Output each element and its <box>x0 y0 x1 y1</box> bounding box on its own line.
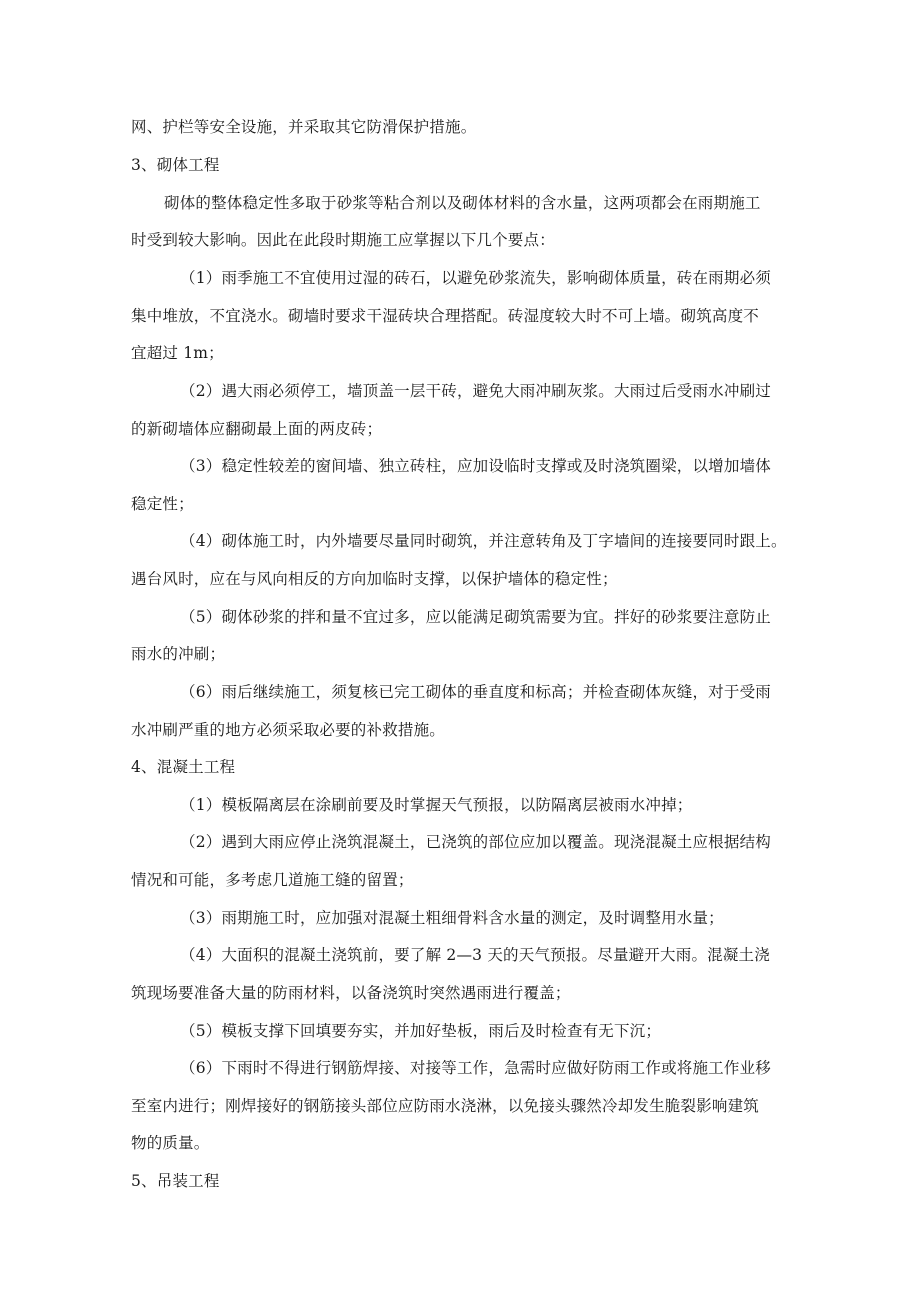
section-heading: 5、吊装工程 <box>131 1172 220 1190</box>
paragraph-line: 水冲刷严重的地方必须采取必要的补救措施。 <box>131 721 446 739</box>
paragraph-line: 至室内进行；刚焊接好的钢筋接头部位应防雨水浇淋，以免接头骤然冷却发生脆裂影响建筑 <box>131 1097 760 1115</box>
list-item-line: （1）雨季施工不宜使用过湿的砖石，以避免砂浆流失，影响砌体质量，砖在雨期必须 <box>180 269 771 287</box>
list-item-line: （4）大面积的混凝土浇筑前，要了解 2—3 天的天气预报。尽量避开大雨。混凝土浇 <box>180 946 770 964</box>
paragraph-line: 的新砌墙体应翻砌最上面的两皮砖； <box>131 420 383 438</box>
paragraph-line: 时受到较大影响。因此在此段时期施工应掌握以下几个要点： <box>131 231 555 249</box>
list-item-line: （1）模板隔离层在涂刷前要及时掌握天气预报，以防隔离层被雨水冲掉； <box>180 796 693 814</box>
section-heading: 3、砌体工程 <box>131 156 220 174</box>
list-item-line: （5）模板支撑下回填要夯实，并加好垫板，雨后及时检查有无下沉； <box>180 1022 662 1040</box>
list-item-line: （2）遇到大雨应停止浇筑混凝土，已浇筑的部位应加以覆盖。现浇混凝土应根据结构 <box>180 833 771 851</box>
paragraph-line: 物的质量。 <box>131 1134 210 1152</box>
list-item-line: （3）雨期施工时，应加强对混凝土粗细骨料含水量的测定，及时调整用水量； <box>180 909 724 927</box>
list-item-line: （6）雨后继续施工，须复核已完工砌体的垂直度和标高；并检查砌体灰缝，对于受雨 <box>180 683 771 701</box>
section-heading: 4、混凝土工程 <box>131 758 236 776</box>
paragraph-line: 宜超过 1m； <box>131 344 224 362</box>
paragraph-line: 筑现场要准备大量的防雨材料，以备浇筑时突然遇雨进行覆盖； <box>131 984 571 1002</box>
list-item-line: （6）下雨时不得进行钢筋焊接、对接等工作，急需时应做好防雨工作或将施工作业移 <box>180 1059 771 1077</box>
paragraph-line: 稳定性； <box>131 495 194 513</box>
paragraph-line: 砌体的整体稳定性多取于砂浆等粘合剂以及砌体材料的含水量，这两项都会在雨期施工 <box>164 194 761 212</box>
list-item-line: （2）遇大雨必须停工，墙顶盖一层干砖，避免大雨冲刷灰浆。大雨过后受雨水冲刷过 <box>180 382 771 400</box>
paragraph-line: 遇台风时，应在与风向相反的方向加临时支撑，以保护墙体的稳定性； <box>131 570 618 588</box>
list-item-line: （4）砌体施工时，内外墙要尽量同时砌筑，并注意转角及丁字墙间的连接要同时跟上。 <box>180 532 787 550</box>
list-item-line: （5）砌体砂浆的拌和量不宜过多，应以能满足砌筑需要为宜。拌好的砂浆要注意防止 <box>180 608 771 626</box>
paragraph-line: 情况和可能，多考虑几道施工缝的留置； <box>131 871 414 889</box>
paragraph-line: 集中堆放，不宜浇水。砌墙时要求干湿砖块合理搭配。砖湿度较大时不可上墙。砌筑高度不 <box>131 307 760 325</box>
paragraph-line: 网、护栏等安全设施，并采取其它防滑保护措施。 <box>131 118 477 136</box>
paragraph-line: 雨水的冲刷； <box>131 645 226 663</box>
list-item-line: （3）稳定性较差的窗间墙、独立砖柱，应加设临时支撑或及时浇筑圈梁，以增加墙体 <box>180 457 771 475</box>
